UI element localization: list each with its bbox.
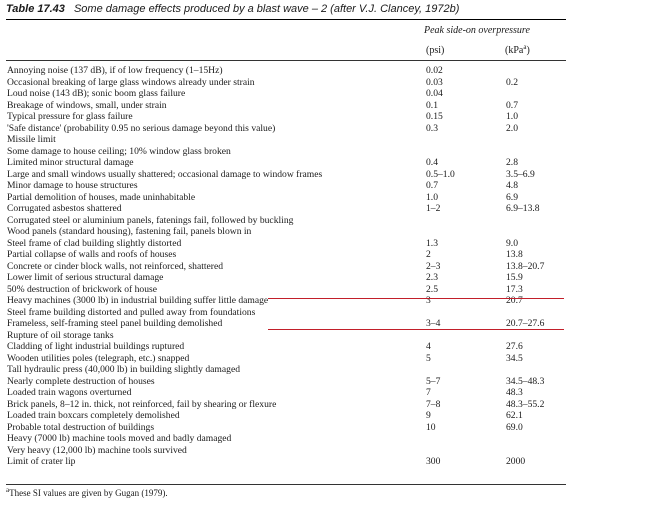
psi-value-cell: 0.02	[426, 65, 443, 76]
psi-column-header: (psi)	[426, 45, 445, 56]
psi-value-cell: 2	[426, 249, 431, 260]
table-row	[6, 123, 566, 135]
damage-effect-cell: Frameless, self-framing steel panel building demolished	[7, 318, 223, 329]
kpa-value-cell: 1.0	[506, 111, 518, 122]
table-row	[6, 169, 566, 181]
damage-effect-cell: Heavy machines (3000 lb) in industrial building suffer little damage	[7, 295, 269, 306]
column-group-header: Peak side-on overpressure	[424, 25, 530, 36]
table-row	[6, 353, 566, 365]
kpa-value-cell: 9.0	[506, 237, 518, 249]
damage-effect-cell: Typical pressure for glass failure	[7, 111, 133, 122]
psi-value-cell: 7	[426, 387, 431, 398]
psi-value-cell: 0.3	[426, 122, 438, 134]
kpa-value-cell: 3.5–6.9	[506, 168, 535, 180]
table-row	[6, 192, 566, 204]
table-row	[6, 433, 566, 445]
kpa-value-cell: 4.8	[506, 180, 518, 191]
damage-effect-cell: Wood panels (standard housing), fastening fail, panels blown in	[7, 226, 252, 237]
psi-value-cell: 4	[426, 341, 431, 352]
table-row	[6, 422, 566, 434]
kpa-value-cell: 0.7	[506, 99, 518, 111]
kpa-value-cell: 27.6	[506, 341, 523, 352]
top-rule	[6, 19, 566, 20]
header-rule	[6, 60, 566, 61]
kpa-value-cell: 6.9	[506, 191, 518, 203]
damage-effect-cell: Very heavy (12,000 lb) machine tools survived	[7, 444, 187, 456]
psi-value-cell: 1.0	[426, 191, 438, 203]
table-row	[6, 307, 566, 319]
damage-effect-cell: Wooden utilities poles (telegraph, etc.) snapped	[7, 352, 190, 364]
footnote-mark: a	[6, 486, 10, 494]
damage-effect-cell: Nearly complete destruction of houses	[7, 375, 155, 387]
kpa-value-cell: 15.9	[506, 272, 523, 283]
kpa-value-cell: 2000	[506, 456, 526, 467]
damage-effect-cell: Partial demolition of houses, made uninhabitable	[7, 191, 196, 203]
kpa-value-cell: 13.8	[506, 249, 523, 260]
table-row	[6, 445, 566, 457]
kpa-value-cell: 2.8	[506, 157, 518, 168]
damage-effect-cell: Loud noise (143 dB); sonic boom glass failure	[7, 88, 186, 99]
psi-value-cell: 0.7	[426, 180, 438, 191]
damage-effect-cell: Some damage to house ceiling; 10% window glass broken	[7, 145, 231, 157]
psi-value-cell: 0.04	[426, 88, 443, 99]
psi-value-cell: 300	[426, 456, 441, 467]
kpa-value-cell: 0.2	[506, 76, 518, 88]
red-underline-marker	[268, 298, 564, 299]
table-row	[6, 376, 566, 388]
table-row	[6, 134, 566, 146]
table-row	[6, 364, 566, 376]
kpa-footnote-mark: a	[523, 43, 527, 51]
table-row	[6, 330, 566, 342]
damage-effect-cell: Occasional breaking of large glass windows already under strain	[7, 76, 255, 88]
damage-effect-cell: 50% destruction of brickwork of house	[7, 283, 158, 295]
footnote-text: These SI values are given by Gugan (1979).	[9, 488, 168, 498]
damage-effect-cell: Heavy (7000 lb) machine tools moved and badly damaged	[7, 433, 232, 444]
psi-value-cell: 2–3	[426, 260, 441, 272]
psi-value-cell: 7–8	[426, 398, 441, 410]
table-title	[6, 3, 459, 15]
table-row	[6, 272, 566, 284]
damage-effect-cell: Loaded train boxcars completely demolished	[7, 410, 180, 421]
table-row	[6, 111, 566, 123]
psi-value-cell: 5–7	[426, 375, 441, 387]
kpa-value-cell: 48.3–55.2	[506, 398, 545, 410]
psi-value-cell: 0.03	[426, 76, 443, 88]
table-body	[6, 65, 566, 468]
red-underline-marker	[268, 329, 564, 330]
psi-value-cell: 2.5	[426, 283, 438, 295]
table-row	[6, 180, 566, 192]
table-row	[6, 100, 566, 112]
damage-effect-cell: Steel frame building distorted and pulled away from foundations	[7, 306, 256, 318]
kpa-column-header	[505, 45, 530, 56]
psi-value-cell: 9	[426, 410, 431, 421]
table-row	[6, 226, 566, 238]
kpa-unit-label: (kPa	[505, 45, 524, 56]
damage-effect-cell: Limited minor structural damage	[7, 157, 134, 168]
kpa-value-cell: 69.0	[506, 421, 523, 433]
psi-value-cell: 0.4	[426, 157, 438, 168]
damage-effect-cell: Lower limit of serious structural damage	[7, 272, 164, 283]
table-row	[6, 215, 566, 227]
damage-effect-cell: Breakage of windows, small, under strain	[7, 99, 167, 111]
kpa-value-cell: 2.0	[506, 122, 518, 134]
psi-value-cell: 3	[426, 295, 431, 306]
damage-effect-cell: Limit of crater lip	[7, 456, 76, 467]
bottom-rule	[6, 484, 566, 485]
damage-effect-cell: Large and small windows usually shattered; occasional damage to window frames	[7, 168, 323, 180]
damage-effect-cell: 'Safe distance' (probability 0.95 no serious damage beyond this value)	[7, 122, 276, 134]
psi-value-cell: 0.5–1.0	[426, 168, 455, 180]
kpa-value-cell: 48.3	[506, 387, 523, 398]
damage-effect-cell: Cladding of light industrial buildings ruptured	[7, 341, 185, 352]
table-caption: Some damage effects produced by a blast wave – 2 (after V.J. Clancey, 1972b)	[73, 3, 460, 15]
kpa-value-cell: 62.1	[506, 410, 523, 421]
table-number: Table 17.43	[6, 3, 65, 15]
damage-effect-cell: Annoying noise (137 dB), if of low frequency (1–15Hz)	[7, 65, 223, 76]
table-row	[6, 77, 566, 89]
table-row	[6, 261, 566, 273]
table-row	[6, 399, 566, 411]
damage-effect-cell: Probable total destruction of buildings	[7, 421, 155, 433]
psi-value-cell: 2.3	[426, 272, 438, 283]
kpa-value-cell: 6.9–13.8	[506, 203, 540, 214]
psi-value-cell: 10	[426, 421, 436, 433]
table-row	[6, 238, 566, 250]
damage-effect-cell: Rupture of oil storage tanks	[7, 329, 114, 341]
table-row	[6, 146, 566, 158]
psi-value-cell: 1.3	[426, 237, 438, 249]
table-row	[6, 341, 566, 353]
kpa-value-cell: 13.8–20.7	[506, 260, 545, 272]
psi-value-cell: 0.1	[426, 99, 438, 111]
table-row	[6, 203, 566, 215]
psi-value-cell: 5	[426, 352, 431, 364]
table-row	[6, 410, 566, 422]
damage-effect-cell: Partial collapse of walls and roofs of houses	[7, 249, 177, 260]
damage-effect-cell: Corrugated steel or aluminium panels, fatenings fail, followed by buckling	[7, 214, 294, 226]
damage-effect-cell: Tall hydraulic press (40,000 lb) in building slightly damaged	[7, 364, 241, 375]
damage-effect-cell: Minor damage to house structures	[7, 180, 138, 191]
damage-effect-cell: Missile limit	[7, 134, 56, 145]
psi-value-cell: 1–2	[426, 203, 441, 214]
kpa-value-cell: 34.5–48.3	[506, 375, 545, 387]
table-footnote	[6, 488, 168, 498]
table-row	[6, 456, 566, 468]
table-row	[6, 65, 566, 77]
damage-effect-cell: Steel frame of clad building slightly distorted	[7, 237, 182, 249]
table-row	[6, 387, 566, 399]
damage-effect-cell: Concrete or cinder block walls, not reinforced, shattered	[7, 260, 224, 272]
kpa-value-cell: 17.3	[506, 283, 523, 295]
table-row	[6, 284, 566, 296]
kpa-value-cell: 20.7–27.6	[506, 318, 545, 329]
kpa-value-cell: 20.7	[506, 295, 523, 306]
kpa-unit-close: )	[526, 45, 530, 56]
damage-effect-cell: Corrugated asbestos shattered	[7, 203, 122, 214]
kpa-value-cell: 34.5	[506, 352, 523, 364]
table-row	[6, 88, 566, 100]
damage-effect-cell: Loaded train wagons overturned	[7, 387, 132, 398]
table-row	[6, 295, 566, 307]
table-row	[6, 157, 566, 169]
psi-value-cell: 0.15	[426, 111, 443, 122]
damage-effect-cell: Brick panels, 8–12 in. thick, not reinforced, fail by shearing or flexure	[7, 398, 277, 410]
psi-value-cell: 3–4	[426, 318, 441, 329]
table-row	[6, 318, 566, 330]
table-row	[6, 249, 566, 261]
